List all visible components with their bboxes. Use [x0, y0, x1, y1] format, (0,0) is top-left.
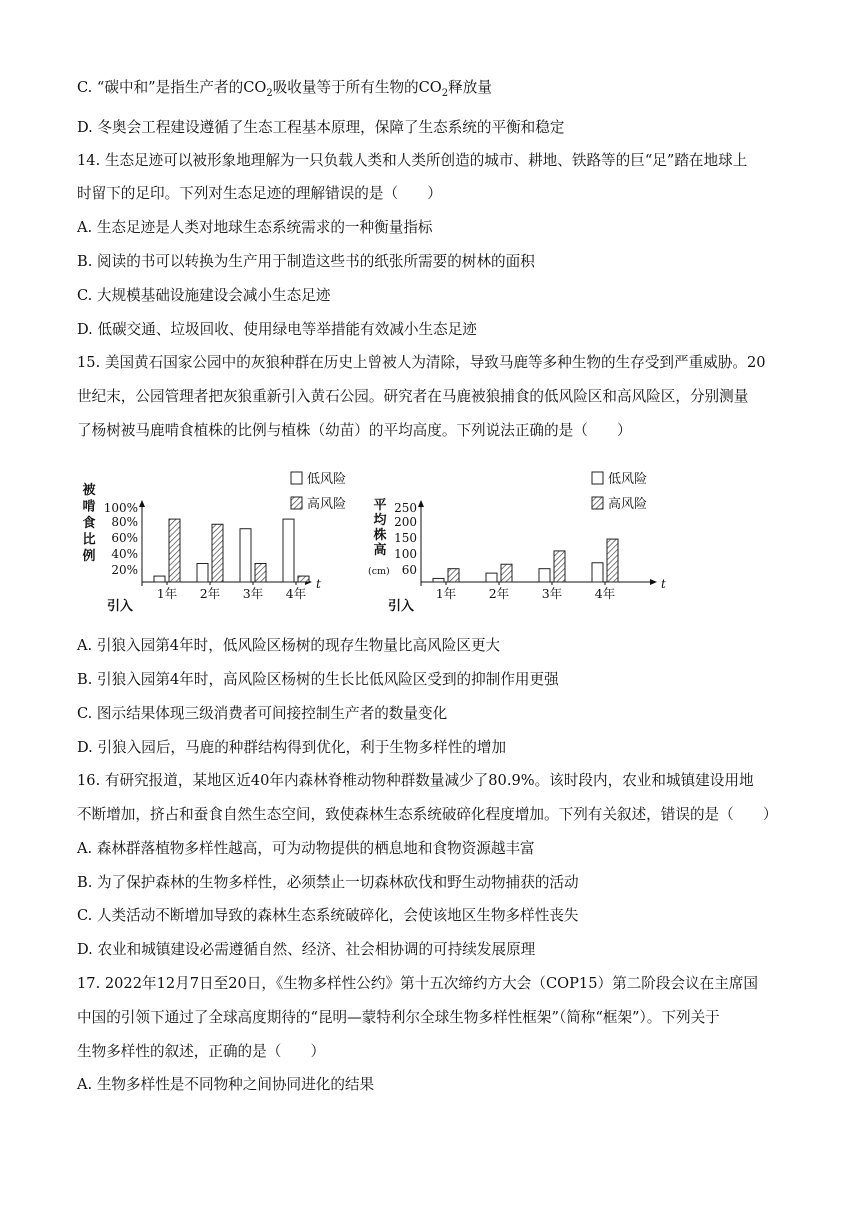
bar-high-risk — [554, 551, 565, 582]
q14-stem-line-1: 14. 生态足迹可以被形象地理解为一只负载人类和人类所创造的城市、耕地、铁路等的巨“足”踏在地球上 — [77, 152, 748, 169]
y-axis-arrow — [139, 500, 145, 507]
bar-low-risk — [433, 578, 444, 582]
y-axis-label-char: 株 — [373, 528, 387, 543]
y-axis-label-char: 例 — [82, 549, 96, 564]
q16-stem-line-1: 16. 有研究报道，某地区近40年内森林脊椎动物种群数量减少了80.9%。该时段内，农业和城镇建设用地 — [77, 772, 754, 789]
legend-label: 高风险 — [608, 497, 648, 512]
q13-option-d: D. 冬奥会工程建设遵循了生态工程基本原理，保障了生态系统的平衡和稳定 — [77, 119, 565, 136]
y-axis-label-char: 平 — [373, 498, 387, 513]
bar-high-risk — [448, 569, 459, 582]
y-tick-label: 60 — [401, 563, 417, 577]
legend-label: 高风险 — [307, 497, 347, 512]
x-tick-label: 2年 — [199, 586, 221, 601]
q15-option-c: C. 图示结果体现三级消费者可间接控制生产者的数量变化 — [77, 705, 448, 722]
y-tick-label: 200 — [394, 515, 417, 529]
bar-high-risk — [255, 564, 266, 583]
chart-average-height — [365, 462, 685, 620]
y-tick-label: 80% — [111, 515, 138, 529]
legend-swatch — [592, 497, 603, 509]
legend-swatch — [592, 472, 603, 484]
x-tick-label: 2年 — [488, 586, 510, 601]
y-tick-label: 20% — [111, 563, 138, 577]
x-axis-arrow — [650, 579, 657, 585]
q15-option-d: D. 引狼入园后，马鹿的种群结构得到优化，利于生物多样性的增加 — [77, 739, 507, 756]
y-axis-unit: (cm) — [368, 566, 390, 577]
bar-high-risk — [298, 576, 309, 582]
y-axis-label-char: 食 — [82, 516, 96, 531]
y-tick-label: 150 — [394, 531, 417, 545]
y-tick-label: 100% — [103, 501, 138, 515]
q17-stem-line-3: 生物多样性的叙述，正确的是（ ） — [77, 1043, 326, 1060]
bar-high-risk — [607, 539, 618, 582]
q16-option-c: C. 人类活动不断增加导致的森林生态系统破碎化，会使该地区生物多样性丧失 — [77, 907, 579, 924]
y-axis-label-char: 比 — [82, 532, 96, 548]
y-axis-label-char: 被 — [82, 483, 96, 498]
q15-stem-line-3: 了杨树被马鹿啃食植株的比例与植株（幼苗）的平均高度。下列说法正确的是（ ） — [77, 422, 632, 439]
bar-low-risk — [539, 569, 550, 582]
q14-option-c: C. 大规模基础设施建设会减小生态足迹 — [77, 287, 331, 304]
y-axis-label-char: 高 — [373, 543, 387, 558]
x-tick-label: 4年 — [285, 586, 307, 601]
x-start-label: 引入 — [387, 599, 415, 614]
bar-low-risk — [486, 573, 497, 582]
bar-high-risk — [212, 524, 223, 582]
q15-stem-line-1: 15. 美国黄石国家公园中的灰狼种群在历史上曾被人为清除，导致马鹿等多种生物的生存受到严重威胁。20 — [77, 354, 766, 371]
bar-low-risk — [197, 564, 208, 583]
y-axis-label-char: 啃 — [82, 499, 96, 515]
x-tick-label: 3年 — [242, 586, 264, 601]
x-tick-label: 1年 — [156, 586, 178, 601]
q14-option-a: A. 生态足迹是人类对地球生态系统需求的一种衡量指标 — [77, 219, 433, 236]
y-tick-label: 250 — [394, 501, 417, 515]
chart-grazed-ratio — [80, 462, 380, 620]
x-tick-label: 3年 — [541, 586, 563, 601]
q14-option-d: D. 低碳交通、垃圾回收、使用绿电等举措能有效减小生态足迹 — [77, 321, 477, 338]
q17-option-a: A. 生物多样性是不同物种之间协同进化的结果 — [77, 1076, 375, 1093]
legend-label: 低风险 — [307, 472, 347, 487]
q16-option-a: A. 森林群落植物多样性越高，可为动物提供的栖息地和食物资源越丰富 — [77, 840, 535, 857]
y-axis-label-char: 均 — [373, 513, 387, 528]
y-tick-label: 100 — [394, 547, 417, 561]
q14-option-b: B. 阅读的书可以转换为生产用于制造这些书的纸张所需要的树林的面积 — [77, 253, 535, 270]
legend-swatch — [291, 472, 302, 484]
x-tick-label: 1年 — [435, 586, 457, 601]
bar-low-risk — [283, 519, 294, 582]
legend-swatch — [291, 497, 302, 509]
q16-option-d: D. 农业和城镇建设必需遵循自然、经济、社会相协调的可持续发展原理 — [77, 941, 536, 958]
x-tick-label: 4年 — [594, 586, 616, 601]
legend-label: 低风险 — [608, 472, 648, 487]
y-axis-arrow — [418, 500, 424, 507]
q13-option-c: C. “碳中和”是指生产者的$CO_2$吸收量等于所有生物的$CO_2$释放量 — [77, 79, 492, 99]
x-axis-label: t — [316, 577, 321, 591]
y-tick-label: 60% — [111, 531, 138, 545]
q17-stem-line-2: 中国的引领下通过了全球高度期待的“昆明—蒙特利尔全球生物多样性框架”（简称“框架”）。下列关于 — [77, 1009, 720, 1026]
q16-option-b: B. 为了保护森林的生物多样性，必须禁止一切森林砍伐和野生动物捕获的活动 — [77, 874, 579, 891]
bar-low-risk — [240, 529, 251, 582]
q15-option-a: A. 引狼入园第4年时，低风险区杨树的现存生物量比高风险区更大 — [77, 637, 501, 654]
bar-high-risk — [501, 564, 512, 582]
q15-stem-line-2: 世纪末，公园管理者把灰狼重新引入黄石公园。研究者在马鹿被狼捕食的低风险区和高风险区，分别测量 — [77, 388, 749, 405]
x-axis-label: t — [661, 577, 666, 591]
bar-low-risk — [592, 563, 603, 582]
q17-stem-line-1: 17. 2022年12月7日至20日，《生物多样性公约》第十五次缔约方大会（COP15）第二阶段会议在主席国 — [77, 975, 759, 992]
q16-stem-line-2: 不断增加，挤占和蚕食自然生态空间，致使森林生态系统破碎化程度增加。下列有关叙述，错误的是（ ） — [77, 806, 778, 823]
q15-option-b: B. 引狼入园第4年时，高风险区杨树的生长比低风险区受到的抑制作用更强 — [77, 671, 559, 688]
q14-stem-line-2: 时留下的足印。下列对生态足迹的理解错误的是（ ） — [77, 185, 442, 202]
bar-high-risk — [169, 519, 180, 582]
y-tick-label: 40% — [111, 547, 138, 561]
bar-low-risk — [154, 576, 165, 582]
x-start-label: 引入 — [106, 599, 134, 614]
